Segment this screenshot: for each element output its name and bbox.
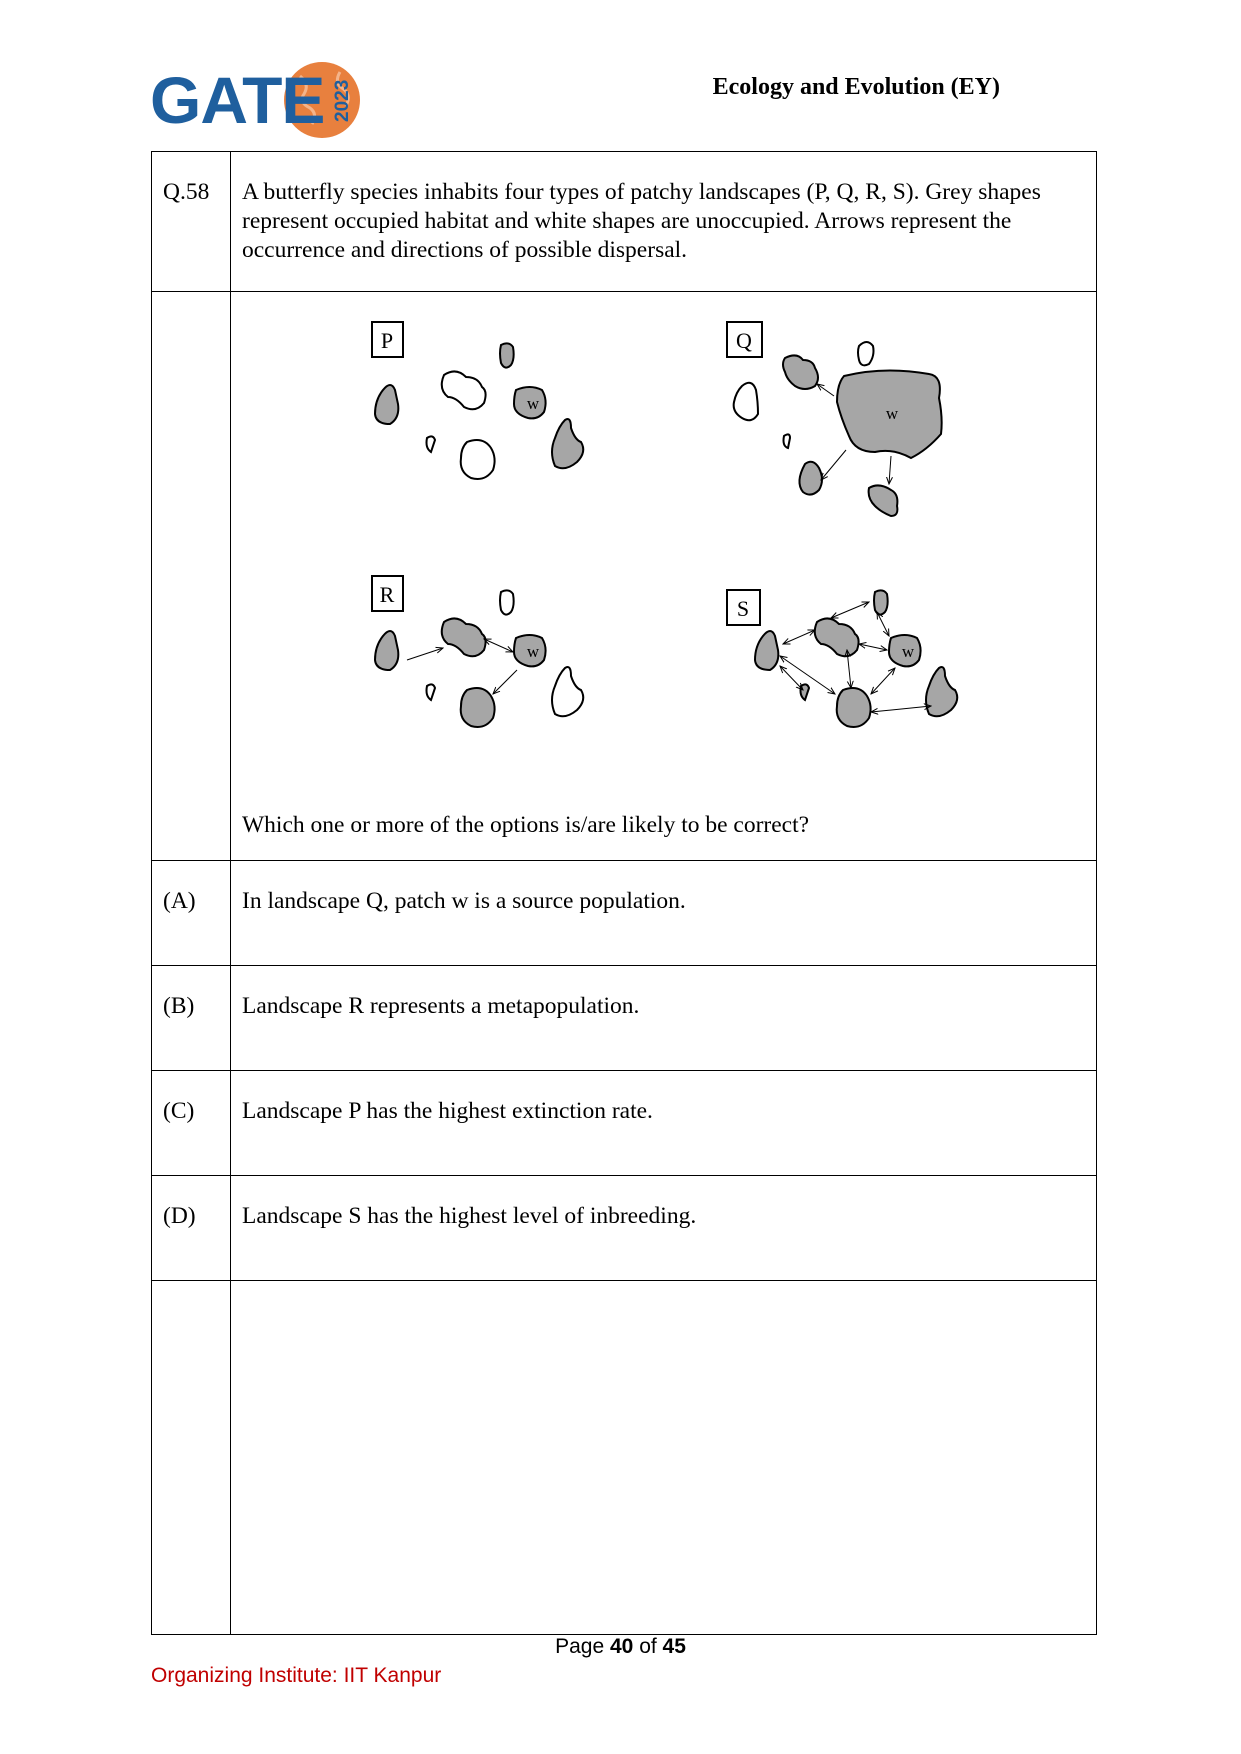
page-number: [0, 1635, 1241, 1659]
question-stem: A butterfly species inhabits four types of patchy landscapes (P, Q, R, S). Grey shapes represent occupied habitat and white shapes are unoccupied. Arrows represent the occurrence and directions of possible dispersal.: [231, 152, 1097, 292]
question-table: [151, 151, 1097, 1635]
option-row-c[interactable]: [152, 1071, 1097, 1176]
answer-space-row: [152, 1281, 1097, 1635]
answer-space: [231, 1281, 1097, 1635]
patch-unoccupied: [734, 383, 758, 420]
figure-row: [152, 292, 1097, 861]
patch-unoccupied: [442, 371, 486, 409]
patch-occupied: [874, 590, 888, 614]
panel-r: [372, 576, 583, 727]
svg-text:GATE: GATE: [150, 63, 325, 137]
svg-text:2023: 2023: [332, 79, 353, 122]
patch-occupied: [461, 688, 495, 727]
patch-w-label: w: [885, 404, 899, 423]
patch-occupied: [442, 618, 486, 656]
option-label: (C): [152, 1071, 231, 1176]
patch-occupied: [926, 667, 957, 716]
patch-w-label: w: [901, 642, 915, 661]
patch-w-label: w: [526, 642, 540, 661]
question-row: [152, 152, 1097, 292]
patch-unoccupied: [461, 440, 495, 479]
gate-logo: [150, 56, 370, 142]
panel-p-label: P: [380, 328, 394, 353]
question-number: Q.58: [152, 152, 231, 292]
figure-row-blank: [152, 292, 231, 861]
option-label: (D): [152, 1176, 231, 1281]
page-prefix: Page: [555, 1635, 605, 1658]
option-text: Landscape S has the highest level of inbreeding.: [231, 1176, 1097, 1281]
question-prompt: Which one or more of the options is/are likely to be correct?: [242, 812, 810, 838]
patch-occupied: [783, 355, 818, 389]
patch-occupied: [799, 462, 822, 495]
option-text: Landscape R represents a metapopulation.: [231, 966, 1097, 1071]
patch-occupied: [801, 684, 810, 700]
patch-unoccupied: [552, 667, 583, 716]
subject-title: Ecology and Evolution (EY): [712, 74, 1000, 100]
patch-occupied: [552, 419, 583, 468]
patch-unoccupied: [500, 590, 514, 614]
panel-s-label: S: [736, 596, 750, 621]
patch-unoccupied: [784, 434, 791, 448]
panel-q-label: Q: [736, 328, 752, 353]
gate-logo-graphic: [150, 56, 370, 142]
option-text: Landscape P has the highest extinction rate.: [231, 1071, 1097, 1176]
patch-occupied: [869, 485, 898, 516]
panel-s: [727, 590, 957, 727]
figure-cell: [231, 292, 1097, 861]
patch-occupied: [815, 618, 859, 656]
answer-space-left: [152, 1281, 231, 1635]
patch-w-label: w: [526, 394, 540, 413]
organizer-text: Organizing Institute: IIT Kanpur: [151, 1664, 442, 1687]
page-of: of: [639, 1635, 657, 1658]
option-text: In landscape Q, patch w is a source population.: [231, 861, 1097, 966]
panel-r-label: R: [379, 582, 395, 607]
patch-occupied: [755, 631, 778, 670]
option-row-b[interactable]: [152, 966, 1097, 1071]
patch-occupied: [375, 385, 398, 424]
option-row-d[interactable]: [152, 1176, 1097, 1281]
patch-occupied: [837, 688, 871, 727]
patch-occupied: [375, 631, 398, 670]
panel-p: [372, 322, 583, 479]
panel-q: [727, 322, 942, 516]
page-total: 45: [662, 1635, 686, 1658]
patch-unoccupied: [427, 436, 436, 452]
patch-unoccupied: [427, 684, 436, 700]
patch-occupied: [500, 343, 514, 367]
option-row-a[interactable]: [152, 861, 1097, 966]
landscape-figure: [231, 292, 1096, 860]
option-label: (A): [152, 861, 231, 966]
option-label: (B): [152, 966, 231, 1071]
page-current: 40: [609, 1635, 634, 1658]
patch-unoccupied: [858, 342, 874, 365]
